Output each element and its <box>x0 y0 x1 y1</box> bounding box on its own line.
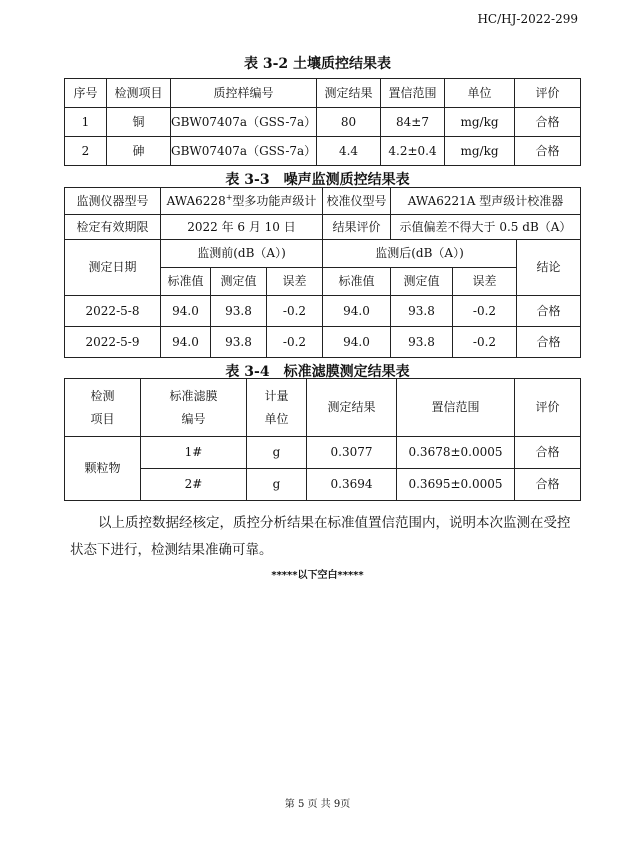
calibrator-value: AWA6221A 型声级计校准器 <box>391 188 581 215</box>
table-row <box>65 108 581 137</box>
header-cell: 标准值 <box>323 268 391 296</box>
table-cell: 合格 <box>517 296 581 327</box>
header-cell: 质控样编号 <box>171 79 317 108</box>
header-cell: 置信范围 <box>397 379 515 437</box>
after-label: 监测后(dB（A）) <box>323 240 517 268</box>
table-cell: 2022-5-8 <box>65 296 161 327</box>
end-of-content-note: *****以下空白***** <box>271 570 364 581</box>
header-cell-unit: 计量 单位 <box>247 379 307 437</box>
document-id: HC/HJ-2022-299 <box>477 12 578 26</box>
table-cell: 1 <box>65 108 107 137</box>
instrument-value: AWA6228+型多功能声级计 <box>161 188 323 215</box>
instrument-label: 监测仪器型号 <box>65 188 161 215</box>
valid-value: 2022 年 6 月 10 日 <box>161 215 323 240</box>
table-cell: 2022-5-9 <box>65 327 161 358</box>
table-cell: 94.0 <box>323 296 391 327</box>
header-cell: 评价 <box>515 379 581 437</box>
before-label: 监测前(dB（A）) <box>161 240 323 268</box>
filter-membrane-table <box>64 378 581 501</box>
header-cell: 测定结果 <box>317 79 381 108</box>
soil-qc-table <box>64 78 581 166</box>
table-cell: 93.8 <box>211 327 267 358</box>
table-cell: 93.8 <box>391 296 453 327</box>
calibrator-label: 校准仪型号 <box>323 188 391 215</box>
header-cell: 评价 <box>515 79 581 108</box>
table-cell: 合格 <box>515 437 581 469</box>
table-row <box>65 327 581 358</box>
table-cell: 4.2±0.4 <box>381 137 445 166</box>
table-cell: 0.3694 <box>307 469 397 501</box>
table-cell: 铜 <box>107 108 171 137</box>
page-number: 第 5 页 共 9页 <box>284 799 351 810</box>
table-cell: 80 <box>317 108 381 137</box>
table-header-row <box>65 240 581 268</box>
header-cell: 置信范围 <box>381 79 445 108</box>
header-cell: 误差 <box>267 268 323 296</box>
table-cell: GBW07407a（GSS-7a） <box>171 108 317 137</box>
table-row <box>65 137 581 166</box>
table-cell: 93.8 <box>391 327 453 358</box>
table-cell: 2 <box>65 137 107 166</box>
conclusion-paragraph: 以上质控数据经核定，质控分析结果在标准值置信范围内，说明本次监测在受控状态下进行，检测结果准确可靠。 <box>70 515 571 558</box>
table-cell: mg/kg <box>445 108 515 137</box>
table-cell: mg/kg <box>445 137 515 166</box>
table-3-3-title: 表 3-3 噪声监测质控结果表 <box>225 172 410 188</box>
header-cell: 测定结果 <box>307 379 397 437</box>
header-cell: 误差 <box>453 268 517 296</box>
table-header-row <box>65 79 581 108</box>
table-cell: 0.3077 <box>307 437 397 469</box>
header-cell: 单位 <box>445 79 515 108</box>
table-row <box>65 215 581 240</box>
table-cell: 94.0 <box>161 296 211 327</box>
table-cell: 4.4 <box>317 137 381 166</box>
table-cell: 合格 <box>517 327 581 358</box>
table-3-4-title: 表 3-4 标准滤膜测定结果表 <box>225 364 410 380</box>
table-row <box>65 296 581 327</box>
header-cell: 测定值 <box>391 268 453 296</box>
header-cell: 序号 <box>65 79 107 108</box>
conclusion-label: 结论 <box>517 240 581 296</box>
table-cell: g <box>247 469 307 501</box>
table-cell: 93.8 <box>211 296 267 327</box>
table-cell: 2# <box>141 469 247 501</box>
table-cell: -0.2 <box>267 327 323 358</box>
noise-qc-table <box>64 187 581 358</box>
header-cell-item: 检测 项目 <box>65 379 141 437</box>
table-cell: 84±7 <box>381 108 445 137</box>
header-cell: 检测项目 <box>107 79 171 108</box>
table-cell: GBW07407a（GSS-7a） <box>171 137 317 166</box>
table-cell: 合格 <box>515 469 581 501</box>
table-3-2-title: 表 3-2 土壤质控结果表 <box>243 56 392 72</box>
table-cell: -0.2 <box>453 327 517 358</box>
table-cell: g <box>247 437 307 469</box>
table-cell: -0.2 <box>453 296 517 327</box>
table-header-row <box>65 379 581 437</box>
header-cell: 标准值 <box>161 268 211 296</box>
table-cell: 合格 <box>515 137 581 166</box>
table-cell: -0.2 <box>267 296 323 327</box>
table-cell: 94.0 <box>161 327 211 358</box>
table-cell: 砷 <box>107 137 171 166</box>
table-row <box>65 437 581 469</box>
item-cell: 颗粒物 <box>65 437 141 501</box>
eval-value: 示值偏差不得大于 0.5 dB（A） <box>391 215 581 240</box>
table-cell: 94.0 <box>323 327 391 358</box>
table-cell: 0.3678±0.0005 <box>397 437 515 469</box>
table-row <box>65 469 581 501</box>
header-cell: 测定值 <box>211 268 267 296</box>
table-cell: 1# <box>141 437 247 469</box>
table-cell: 合格 <box>515 108 581 137</box>
table-cell: 0.3695±0.0005 <box>397 469 515 501</box>
eval-label: 结果评价 <box>323 215 391 240</box>
date-label: 测定日期 <box>65 240 161 296</box>
table-row <box>65 188 581 215</box>
header-cell-filter: 标准滤膜 编号 <box>141 379 247 437</box>
valid-label: 检定有效期限 <box>65 215 161 240</box>
